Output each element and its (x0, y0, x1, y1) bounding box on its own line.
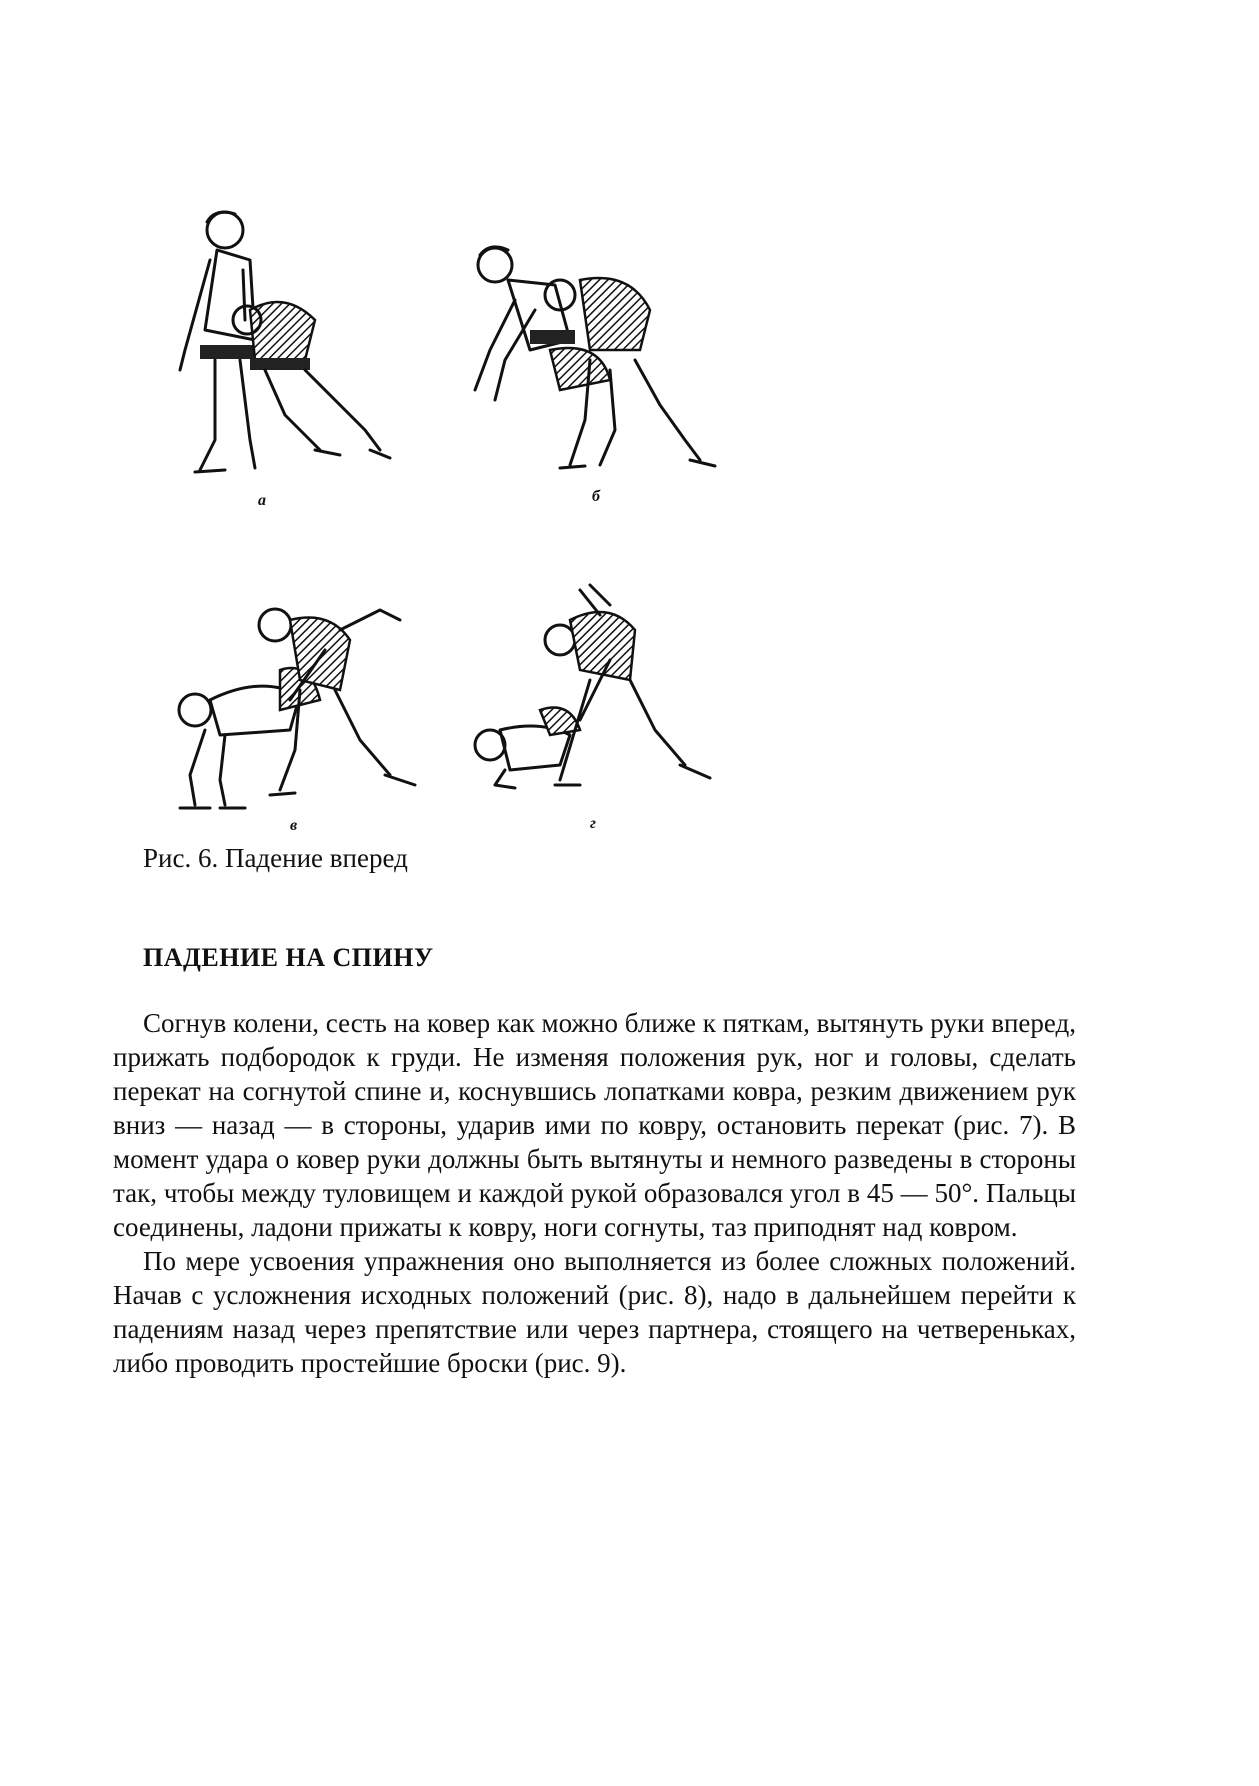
wrestlers-illustration-b (460, 240, 730, 480)
section-heading: ПАДЕНИЕ НА СПИНУ (143, 943, 434, 972)
panel-label-b: б (592, 488, 600, 505)
wrestlers-illustration-a (155, 200, 395, 480)
panel-label-d: г (590, 815, 596, 832)
paragraph-1: Согнув колени, сесть на ковер как можно ближе к пяткам, вытянуть руки вперед, прижать подбородок к груди. Не изменяя положения рук, ног и головы, сделать перекат на согнутой спине и, коснувшись лопатками ковра, резким движением рук вниз — назад — в стороны, ударив ими по ковру, остановить перекат (рис. 7). В момент удара о ковер руки должны быть вытянуты и немного разведены в стороны так, чтобы между туловищем и каждой рукой образовался угол в 45 — 50°. Пальцы соединены, ладони прижаты к ковру, ноги согнуты, таз приподнят над ковром. (113, 1008, 1076, 1242)
wrestlers-illustration-d (460, 580, 750, 810)
panel-label-c: в (290, 817, 298, 834)
paragraph-2: По мере усвоения упражнения оно выполняется из более сложных положений. Начав с усложнения исходных положений (рис. 8), надо в дальнейшем перейти к падениям назад через препятствие или через партнера, стоящего на четвереньках, либо проводить простейшие броски (рис. 9). (113, 1246, 1076, 1378)
figure-panel-c (150, 590, 450, 820)
figure-caption: Рис. 6. Падение вперед (143, 843, 408, 873)
wrestlers-illustration-c (150, 590, 450, 820)
figure-panel-d (460, 580, 750, 810)
section-body (113, 1006, 1076, 1380)
figure-panel-a (155, 200, 395, 480)
panel-label-a: а (258, 492, 266, 509)
figure-panel-b (460, 240, 730, 480)
